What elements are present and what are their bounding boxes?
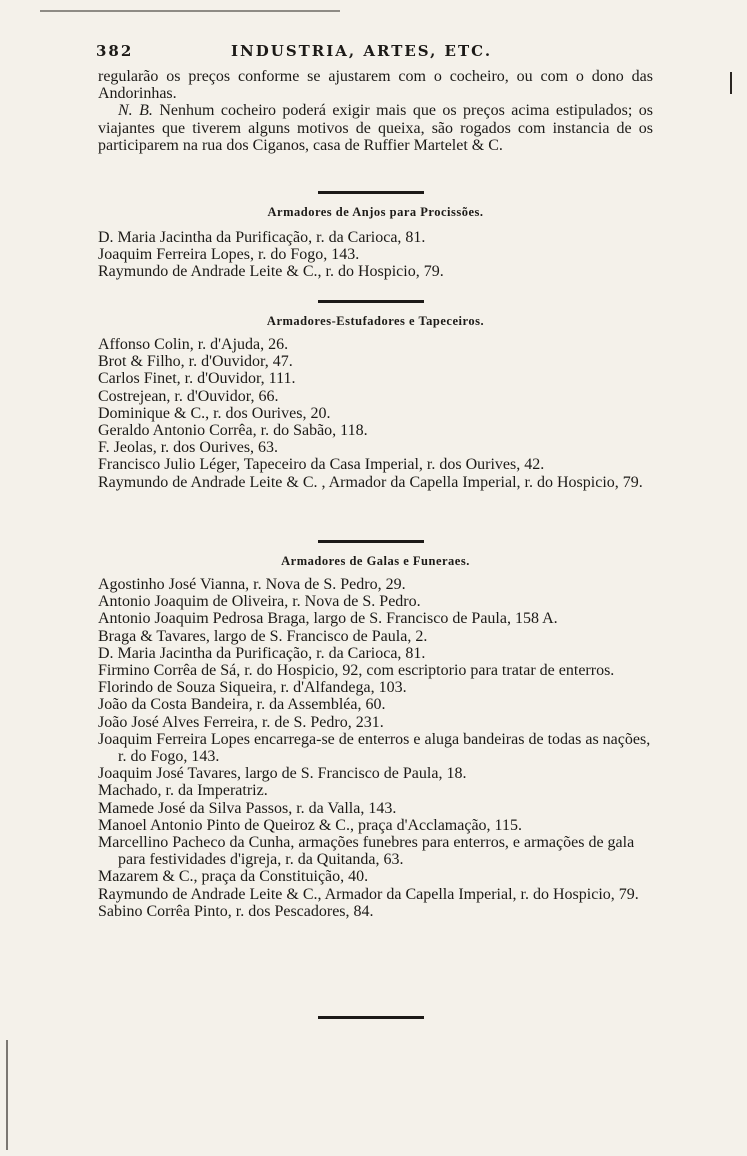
list-item: Dominique & C., r. dos Ourives, 20. — [98, 404, 331, 422]
closing-divider — [318, 1016, 424, 1019]
list-item: Raymundo de Andrade Leite & C. , Armador da Capella Imperial, r. do Hospicio, 79. — [98, 473, 643, 491]
list-item: Sabino Corrêa Pinto, r. dos Pescadores, 84. — [98, 902, 374, 920]
section-list-funeraes — [98, 576, 653, 920]
list-item: Joaquim José Tavares, largo de S. Francisco de Paula, 18. — [98, 765, 467, 783]
section-list-anjos — [98, 229, 653, 281]
page-number: 382 — [96, 42, 134, 60]
list-item: Joaquim Ferreira Lopes encarrega-se de enterros e aluga bandeiras de todas as nações, r. do Fogo, 143. — [98, 730, 651, 766]
list-item: Affonso Colin, r. d'Ajuda, 26. — [98, 336, 289, 353]
section-divider — [318, 191, 424, 194]
list-item: Francisco Julio Léger, Tapeceiro da Casa Imperial, r. dos Ourives, 42. — [98, 456, 545, 474]
section-divider — [318, 300, 424, 303]
list-item: Antonio Joaquim Pedrosa Braga, largo de S. Francisco de Paula, 158 A. — [98, 610, 558, 628]
running-title: INDUSTRIA, ARTES, ETC. — [231, 42, 493, 60]
section-list-tapeceiros — [98, 336, 653, 491]
nb-label: N. B. — [118, 102, 153, 120]
left-edge-line — [6, 1040, 8, 1150]
list-item: Mazarem & C., praça da Constituição, 40. — [98, 868, 369, 886]
list-item: Braga & Tavares, largo de S. Francisco de Paula, 2. — [98, 627, 428, 645]
list-item: Brot & Filho, r. d'Ouvidor, 47. — [98, 353, 293, 371]
list-item: Geraldo Antonio Corrêa, r. do Sabão, 118. — [98, 422, 368, 440]
list-item: Costrejean, r. d'Ouvidor, 66. — [98, 387, 279, 405]
running-header — [96, 42, 656, 66]
section-title-tapeceiros: Armadores-Estufadores e Tapeceiros. — [266, 314, 485, 328]
margin-mark — [730, 72, 732, 94]
list-item: F. Jeolas, r. dos Ourives, 63. — [98, 439, 279, 457]
list-item: Machado, r. da Imperatriz. — [98, 782, 268, 800]
list-item: Marcellino Pacheco da Cunha, armações funebres para enterros, e armações de gala para festividades d'igreja, r. da Quitanda, 63. — [98, 834, 635, 869]
section-title-funeraes: Armadores de Galas e Funeraes. — [281, 554, 470, 568]
list-item: Raymundo de Andrade Leite & C., Armador da Capella Imperial, r. do Hospicio, 79. — [98, 885, 639, 903]
list-item: Firmino Corrêa de Sá, r. do Hospicio, 92, com escriptorio para tratar de enterros. — [98, 662, 615, 680]
list-item: D. Maria Jacintha da Purificação, r. da Carioca, 81. — [98, 644, 426, 662]
intro-paragraphs — [98, 68, 653, 154]
list-item: Joaquim Ferreira Lopes, r. do Fogo, 143. — [98, 246, 360, 264]
section-title-anjos: Armadores de Anjos para Procissões. — [267, 205, 484, 219]
list-item: Antonio Joaquim de Oliveira, r. Nova de S. Pedro. — [98, 593, 421, 611]
list-item: Raymundo de Andrade Leite & C., r. do Hospicio, 79. — [98, 263, 444, 281]
section-divider — [318, 540, 424, 543]
list-item: Mamede José da Silva Passos, r. da Valla, 143. — [98, 799, 397, 817]
nota-bene — [98, 102, 653, 154]
list-item: Manoel Antonio Pinto de Queiroz & C., praça d'Acclamação, 115. — [98, 816, 522, 834]
list-item: Carlos Finet, r. d'Ouvidor, 111. — [98, 370, 296, 388]
list-item: Florindo de Souza Siqueira, r. d'Alfandega, 103. — [98, 679, 407, 697]
intro-continuation: regularão os preços conforme se ajustarem com o cocheiro, ou com o dono das Andorinhas. — [98, 68, 653, 103]
nb-text: Nenhum cocheiro poderá exigir mais que os preços acima estipulados; os viajantes que tiverem alguns motivos de queixa, são rogados com instancia de os participarem na rua dos Ciganos, casa de Ruffier Martelet & C. — [98, 102, 653, 154]
list-item: João José Alves Ferreira, r. de S. Pedro, 231. — [98, 713, 384, 731]
list-item: D. Maria Jacintha da Purificação, r. da Carioca, 81. — [98, 229, 426, 246]
list-item: João da Costa Bandeira, r. da Assembléa, 60. — [98, 696, 386, 714]
list-item: Agostinho José Vianna, r. Nova de S. Pedro, 29. — [98, 576, 406, 593]
top-edge-line — [40, 10, 340, 12]
